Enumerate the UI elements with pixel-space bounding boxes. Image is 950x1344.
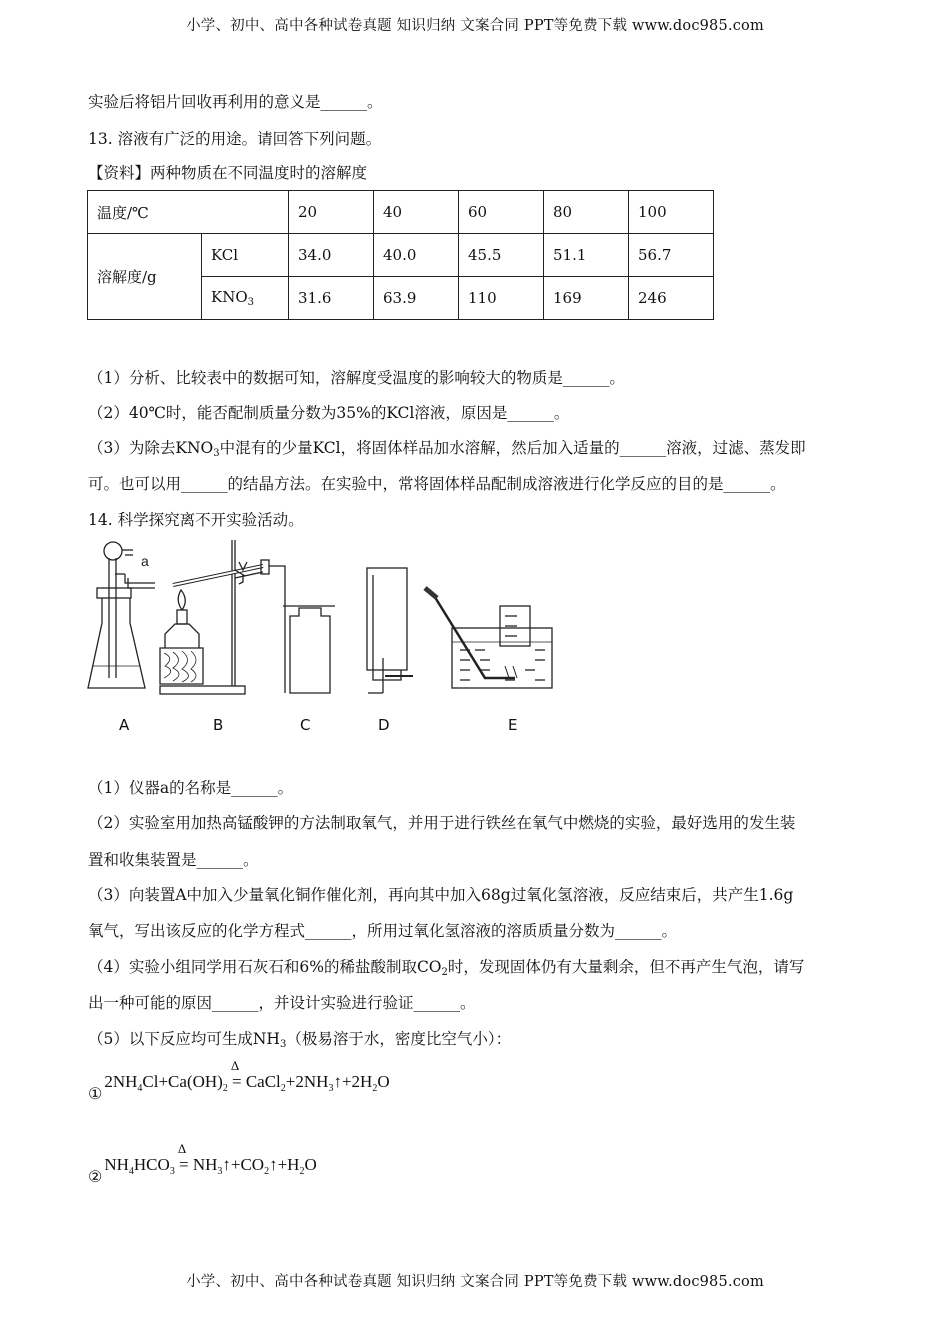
kno3-cell: 246 xyxy=(629,277,714,320)
kcl-cell: 45.5 xyxy=(459,234,544,277)
kno3-cell: 63.9 xyxy=(374,277,459,320)
q13-stem: 13. 溶液有广泛的用途。请回答下列问题。 xyxy=(88,130,382,148)
solubility-table xyxy=(87,190,714,320)
q14-part4-line2: 出一种可能的原因______，并设计实验进行验证______。 xyxy=(88,994,476,1012)
kno3-cell: 110 xyxy=(459,277,544,320)
q13-part3-line2: 可。也可以用______的结晶方法。在实验中，常将固体样品配制成溶液进行化学反应的目的是______。 xyxy=(88,475,786,493)
page-footer: 小学、初中、高中各种试卷真题 知识归纳 文案合同 PPT等免费下载 www.doc985.com xyxy=(186,1274,764,1290)
figure-label-d: D xyxy=(378,716,390,734)
kcl-cell: 56.7 xyxy=(629,234,714,277)
figure-label-c: C xyxy=(300,716,311,734)
kcl-cell: 34.0 xyxy=(289,234,374,277)
kno3-cell: 31.6 xyxy=(289,277,374,320)
temp-cell: 20 xyxy=(289,191,374,234)
q13-part2: （2）40℃时，能否配制质量分数为35%的KCl溶液，原因是______。 xyxy=(88,404,570,422)
equation-2: $②NH_4HCO_3$ Δ = $NH_3↑+CO_2↑+H_2O$ xyxy=(88,1141,317,1186)
temp-cell: 40 xyxy=(374,191,459,234)
temp-cell: 80 xyxy=(544,191,629,234)
equation-1: $①2NH_4Cl+Ca(OH)_2$ Δ = $CaCl_2+2NH_3↑+2H_2O$ xyxy=(88,1058,390,1103)
q14-part3-line1: （3）向装置A中加入少量氧化铜作催化剂，再向其中加入68g过氧化氢溶液，反应结束后，共产生1.6g xyxy=(88,886,794,904)
solubility-label-cell: 溶解度/g xyxy=(88,234,202,320)
apparatus-c-jar xyxy=(283,606,335,693)
q12-tail: 实验后将铝片回收再利用的意义是______。 xyxy=(88,93,383,111)
q14-stem: 14. 科学探究离不开实验活动。 xyxy=(88,511,304,529)
apparatus-d-jar xyxy=(367,568,413,693)
kcl-name-cell: KCl xyxy=(202,234,289,277)
q13-part1: （1）分析、比较表中的数据可知，溶解度受温度的影响较大的物质是______。 xyxy=(88,369,625,387)
temp-cell: 60 xyxy=(459,191,544,234)
apparatus-e-trough xyxy=(425,588,552,688)
q14-part5: （5）以下反应均可生成$NH_3$（极易溶于水，密度比空气小）： xyxy=(88,1030,512,1050)
temp-label-cell: 温度/℃ xyxy=(88,191,289,234)
q14-part2-line1: （2）实验室用加热高锰酸钾的方法制取氧气，并用于进行铁丝在氧气中燃烧的实验，最好选用的发生装 xyxy=(88,814,796,832)
temp-cell: 100 xyxy=(629,191,714,234)
kno3-name-cell: $KNO_3$ xyxy=(202,277,289,320)
apparatus-b-heater xyxy=(160,540,285,694)
table-row xyxy=(88,234,714,277)
q13-resource: 【资料】两种物质在不同温度时的溶解度 xyxy=(88,164,368,182)
apparatus-figure xyxy=(85,538,565,708)
q14-part4-line1: （4）实验小组同学用石灰石和6%的稀盐酸制取$CO_2$时，发现固体仍有大量剩余，但不再产生气泡，请写 xyxy=(88,958,805,978)
q14-part1: （1）仪器a的名称是______。 xyxy=(88,779,294,797)
figure-label-b: B xyxy=(213,716,224,734)
kno3-cell: 169 xyxy=(544,277,629,320)
table-row xyxy=(88,191,714,234)
label-a: a xyxy=(141,553,149,569)
kcl-cell: 40.0 xyxy=(374,234,459,277)
page-header: 小学、初中、高中各种试卷真题 知识归纳 文案合同 PPT等免费下载 www.doc985.com xyxy=(186,18,764,34)
q14-part3-line2: 氧气，写出该反应的化学方程式______，所用过氧化氢溶液的溶质质量分数为______。 xyxy=(88,922,678,940)
q14-part2-line2: 置和收集装置是______。 xyxy=(88,851,259,869)
figure-label-e: E xyxy=(508,716,518,734)
figure-label-a: A xyxy=(119,716,130,734)
kcl-cell: 51.1 xyxy=(544,234,629,277)
q13-part3-line1: （3）为除去$KNO_3$中混有的少量KCl，将固体样品加水溶解，然后加入适量的______溶液，过滤、蒸发即 xyxy=(88,439,806,459)
